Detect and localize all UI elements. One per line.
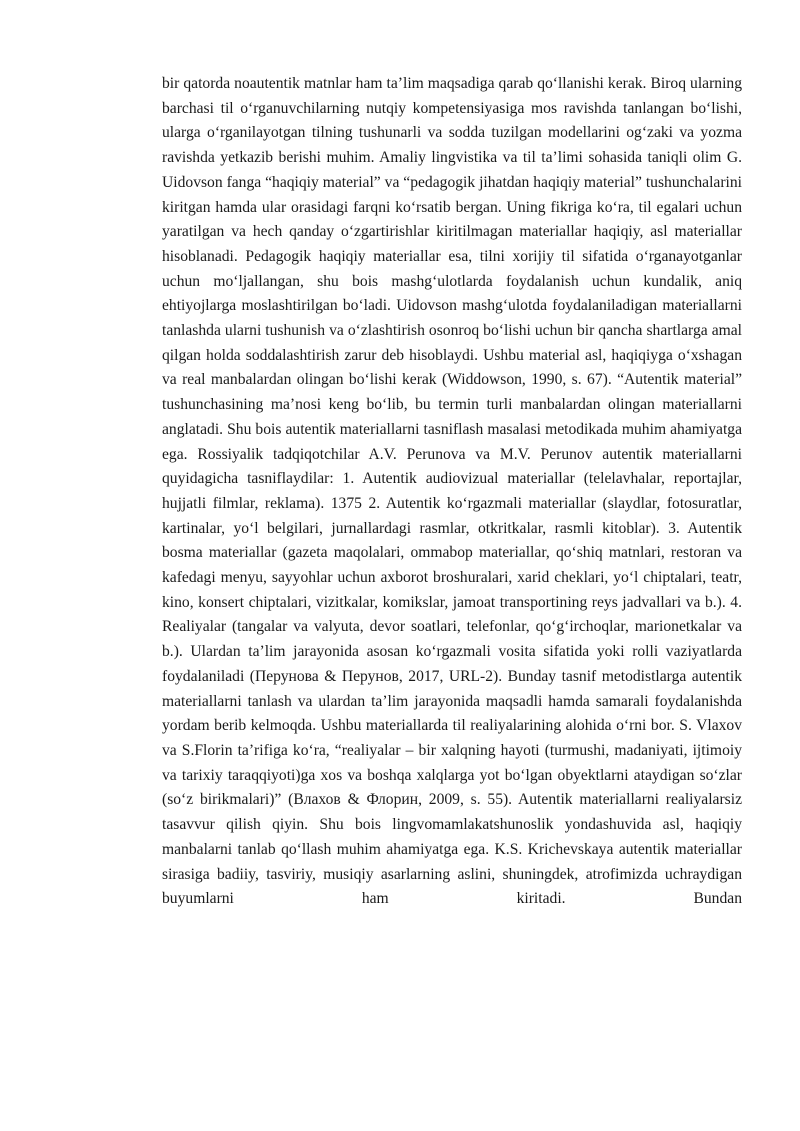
body-paragraph: bir qatorda noautentik matnlar ham ta’lim maqsadiga qarab qo‘llanishi kerak. Biroq ularning barchasi til o‘rganuvchilarning nutqiy kompetensiyasiga mos ravishda tanlangan bo‘lishi, ularga o‘rganilayotgan tilning tushunarli va sodda tuzilgan modellarini og‘zaki va yozma ravishda yetkazib berishi muhim. Amaliy lingvistika va til ta’limi sohasida taniqli olim G. Uidovson fanga “haqiqiy material” va “pedagogik jihatdan haqiqiy material” tushunchalarini kiritgan hamda ular orasidagi farqni ko‘rsatib bergan. Uning fikriga ko‘ra, til egalari uchun yaratilgan va hech qanday o‘zgartirishlar kiritilmagan materiallar haqiqiy, asl materiallar hisoblanadi. Pedagogik haqiqiy materiallar esa, tilni xorijiy til sifatida o‘rganayotganlar uchun mo‘ljallangan, shu bois mashg‘ulotlarda foydalanish uchun kundalik, aniq ehtiyojlarga moslashtirilgan bo‘ladi. Uidovson mashg‘ulotda foydalaniladigan materiallarni tanlashda ularni tushunish va o‘zlashtirish osonroq bo‘lishi uchun bir qancha shartlarga amal qilgan holda soddalashtirish zarur deb hisoblaydi. Ushbu material asl, haqiqiyga o‘xshagan va real manbalardan olingan bo‘lishi kerak (Widdowson, 1990, s. 67). “Autentik material” tushunchasining ma’nosi keng bo‘lib, bu termin turli manbalardan olingan materiallarni anglatadi. Shu bois autentik materiallarni tasniflash masalasi metodikada muhim ahamiyatga ega. Rossiyalik tadqiqotchilar A.V. Perunova va M.V. Perunov autentik materiallarni quyidagicha tasniflaydilar: 1. Autentik audiovizual materiallar (telelavhalar, reportajlar, hujjatli filmlar, reklama). 1375 2. Autentik ko‘rgazmali materiallar (slaydlar, fotosuratlar, kartinalar, yo‘l belgilari, jurnallardagi rasmlar, otkritkalar, rasmli kitoblar). 3. Autentik bosma materiallar (gazeta maqolalari, ommabop materiallar, qo‘shiq matnlari, restoran va kafedagi menyu, sayyohlar uchun axborot broshuralari, xarid cheklari, yo‘l chiptalari, teatr, kino, konsert chiptalari, vizitkalar, komikslar, jamoat transportining reys jadvallari va b.). 4. Realiyalar (tangalar va valyuta, devor soatlari, telefonlar, qo‘g‘irchoqlar, marionetkalar va b.). Ulardan ta’lim jarayonida asosan ko‘rgazmali vosita sifatida yoki rolli vaziyatlarda foydalaniladi (Перунова & Перунов, 2017, URL-2). Bunday tasnif metodistlarga autentik materiallarni tanlash va ulardan ta’lim jarayonida maqsadli hamda samarali foydalanishda yordam berib kelmoqda. Ushbu materiallarda til realiyalarining alohida o‘rni bor. S. Vlaxov va S.Florin ta’rifiga ko‘ra, “realiyalar – bir xalqning hayoti (turmushi, madaniyati, ijtimoiy va tarixiy taraqqiyoti)ga xos va boshqa xalqlarga yot bo‘lgan obyektlarni ataydigan so‘zlar (so‘z birikmalari)” (Влахов & Флорин, 2009, s. 55). Autentik materiallarni realiyalarsiz tasavvur qilish qiyin. Shu bois lingvomamlakatshunoslik yondashuvida asl, haqiqiy manbalarni tanlab qo‘llash muhim ahamiyatga ega. K.S. Krichevskaya autentik materiallar sirasiga badiiy, tasviriy, musiqiy asarlarning aslini, shuningdek, atrofimizda uchraydigan buyumlarni ham kiritadi. Bundan — [162, 75, 742, 908]
